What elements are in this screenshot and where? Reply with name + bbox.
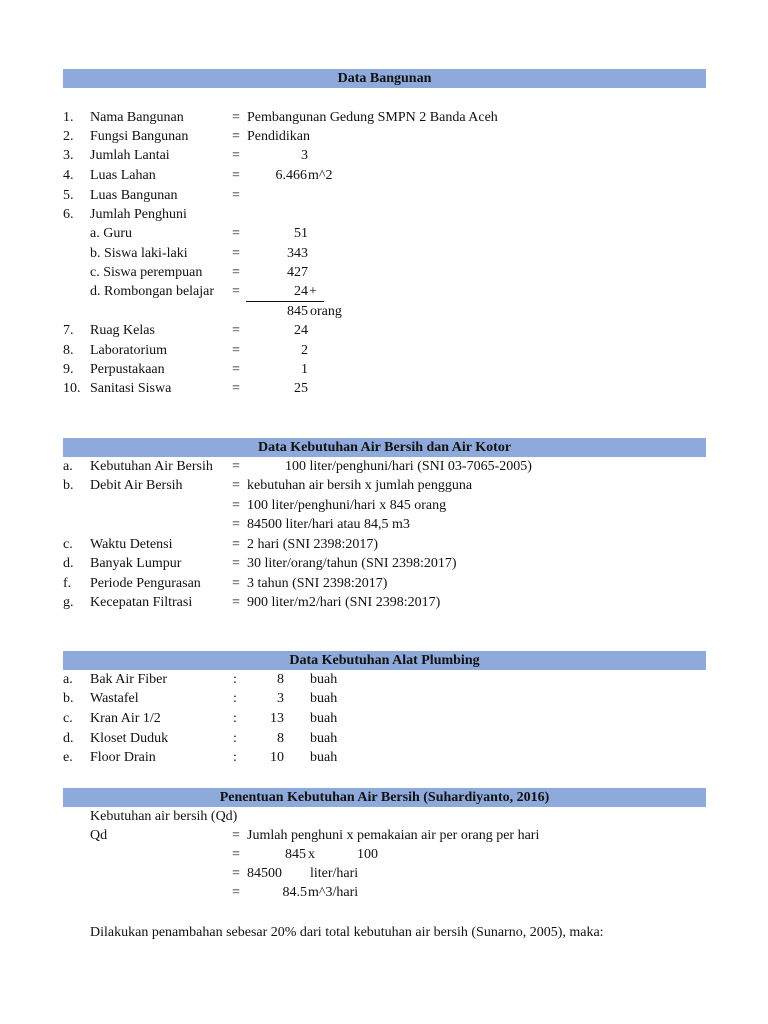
item-value: 100 liter/penghuni/hari x 845 orang (247, 498, 447, 513)
item-value: 2 hari (SNI 2398:2017) (247, 537, 379, 552)
item-value: 25 (294, 381, 308, 396)
formula-text: Jumlah penghuni x pemakaian air per orang per hari (247, 828, 540, 843)
item-unit: buah (310, 731, 338, 746)
section-header-penentuan-kebutuhan: Penentuan Kebutuhan Air Bersih (Suhardiyanto, 2016) (63, 788, 706, 807)
plus-sign: + (309, 284, 317, 299)
equals-sign: = (232, 595, 240, 610)
sum-divider-line (246, 301, 324, 302)
item-value: 3 tahun (SNI 2398:2017) (247, 576, 388, 591)
equals-sign: = (232, 459, 240, 474)
item-number: 2. (63, 129, 74, 144)
item-label: Kecepatan Filtrasi (90, 595, 193, 610)
item-label: Kran Air 1/2 (90, 711, 161, 726)
item-unit: buah (310, 672, 338, 687)
equals-sign: = (232, 129, 240, 144)
sub-item-label: c. Siswa perempuan (90, 265, 203, 280)
item-label: Periode Pengurasan (90, 576, 201, 591)
colon-separator: : (233, 750, 237, 765)
item-letter: e. (63, 750, 73, 765)
item-label: Jumlah Penghuni (90, 207, 187, 222)
item-label: Perpustakaan (90, 362, 165, 377)
equals-sign: = (232, 847, 240, 862)
item-number: 1. (63, 110, 74, 125)
equals-sign: = (232, 265, 240, 280)
item-value: 343 (287, 246, 308, 261)
equals-sign: = (232, 556, 240, 571)
item-number: 7. (63, 323, 74, 338)
sub-item-label: b. Siswa laki-laki (90, 246, 188, 261)
intro-text: Kebutuhan air bersih (Qd) (90, 809, 238, 824)
item-value: 84500 liter/hari atau 84,5 m3 (247, 517, 410, 532)
item-label: Sanitasi Siswa (90, 381, 172, 396)
equals-sign: = (232, 246, 240, 261)
equals-sign: = (232, 188, 240, 203)
item-number: 8. (63, 343, 74, 358)
footer-text: Dilakukan penambahan sebesar 20% dari total kebutuhan air bersih (Sunarno, 2005), maka: (90, 925, 604, 940)
item-unit: buah (310, 750, 338, 765)
item-label: Jumlah Lantai (90, 148, 170, 163)
equals-sign: = (232, 284, 240, 299)
sub-item-label: d. Rombongan belajar (90, 284, 215, 299)
item-number: 9. (63, 362, 74, 377)
equals-sign: = (232, 226, 240, 241)
item-value: 100 liter/penghuni/hari (SNI 03-7065-2005) (285, 459, 532, 474)
item-quantity: 8 (277, 672, 284, 687)
item-letter: c. (63, 711, 73, 726)
item-value: Pendidikan (247, 129, 310, 144)
formula-unit: liter/hari (310, 866, 359, 881)
formula-value: 100 (357, 847, 378, 862)
colon-separator: : (233, 711, 237, 726)
item-letter: c. (63, 537, 73, 552)
sub-item-label: a. Guru (90, 226, 132, 241)
equals-sign: = (232, 517, 240, 532)
item-value: 2 (301, 343, 308, 358)
item-letter: a. (63, 672, 73, 687)
section-header-data-bangunan: Data Bangunan (63, 69, 706, 88)
item-letter: b. (63, 691, 74, 706)
equals-sign: = (232, 323, 240, 338)
item-value: 6.466 (275, 168, 307, 183)
item-letter: d. (63, 556, 74, 571)
item-quantity: 3 (277, 691, 284, 706)
item-label: Wastafel (90, 691, 139, 706)
item-label: Fungsi Bangunan (90, 129, 189, 144)
equals-sign: = (232, 343, 240, 358)
multiply-sign: x (308, 847, 315, 862)
item-value: 3 (301, 148, 308, 163)
colon-separator: : (233, 731, 237, 746)
item-value: 24 (294, 284, 308, 299)
item-label: Ruag Kelas (90, 323, 155, 338)
item-letter: b. (63, 478, 74, 493)
equals-sign: = (232, 362, 240, 377)
formula-value: 84.5 (282, 885, 307, 900)
equals-sign: = (232, 168, 240, 183)
item-number: 5. (63, 188, 74, 203)
formula-value: 84500 (247, 866, 282, 881)
equals-sign: = (232, 885, 240, 900)
colon-separator: : (233, 672, 237, 687)
item-quantity: 13 (270, 711, 284, 726)
item-quantity: 8 (277, 731, 284, 746)
equals-sign: = (232, 537, 240, 552)
item-value: kebutuhan air bersih x jumlah pengguna (247, 478, 473, 493)
item-label: Luas Lahan (90, 168, 156, 183)
equals-sign: = (232, 498, 240, 513)
formula-unit: m^3/hari (308, 885, 359, 900)
equals-sign: = (232, 110, 240, 125)
item-value: 900 liter/m2/hari (SNI 2398:2017) (247, 595, 441, 610)
equals-sign: = (232, 866, 240, 881)
formula-value: 845 (285, 847, 306, 862)
total-value: 845 (287, 304, 308, 319)
item-value: 1 (301, 362, 308, 377)
qd-label: Qd (90, 828, 108, 843)
item-label: Debit Air Bersih (90, 478, 183, 493)
item-value: Pembangunan Gedung SMPN 2 Banda Aceh (247, 110, 498, 125)
item-label: Laboratorium (90, 343, 167, 358)
item-letter: g. (63, 595, 74, 610)
item-number: 4. (63, 168, 74, 183)
item-label: Bak Air Fiber (90, 672, 167, 687)
item-label: Nama Bangunan (90, 110, 184, 125)
item-unit: buah (310, 711, 338, 726)
item-label: Kebutuhan Air Bersih (90, 459, 213, 474)
item-label: Luas Bangunan (90, 188, 178, 203)
colon-separator: : (233, 691, 237, 706)
equals-sign: = (232, 148, 240, 163)
item-label: Waktu Detensi (90, 537, 173, 552)
item-value: 427 (287, 265, 308, 280)
item-unit: m^2 (308, 168, 333, 183)
item-letter: d. (63, 731, 74, 746)
item-number: 10. (63, 381, 81, 396)
equals-sign: = (232, 478, 240, 493)
equals-sign: = (232, 576, 240, 591)
item-number: 3. (63, 148, 74, 163)
section-header-alat-plumbing: Data Kebutuhan Alat Plumbing (63, 651, 706, 670)
item-letter: a. (63, 459, 73, 474)
item-label: Kloset Duduk (90, 731, 169, 746)
item-value: 30 liter/orang/tahun (SNI 2398:2017) (247, 556, 457, 571)
equals-sign: = (232, 828, 240, 843)
equals-sign: = (232, 381, 240, 396)
section-header-kebutuhan-air: Data Kebutuhan Air Bersih dan Air Kotor (63, 438, 706, 457)
item-value: 51 (294, 226, 308, 241)
item-value: 24 (294, 323, 308, 338)
item-label: Floor Drain (90, 750, 156, 765)
item-number: 6. (63, 207, 74, 222)
item-label: Banyak Lumpur (90, 556, 182, 571)
item-letter: f. (63, 576, 72, 591)
item-quantity: 10 (270, 750, 284, 765)
item-unit: buah (310, 691, 338, 706)
total-unit: orang (310, 304, 342, 319)
